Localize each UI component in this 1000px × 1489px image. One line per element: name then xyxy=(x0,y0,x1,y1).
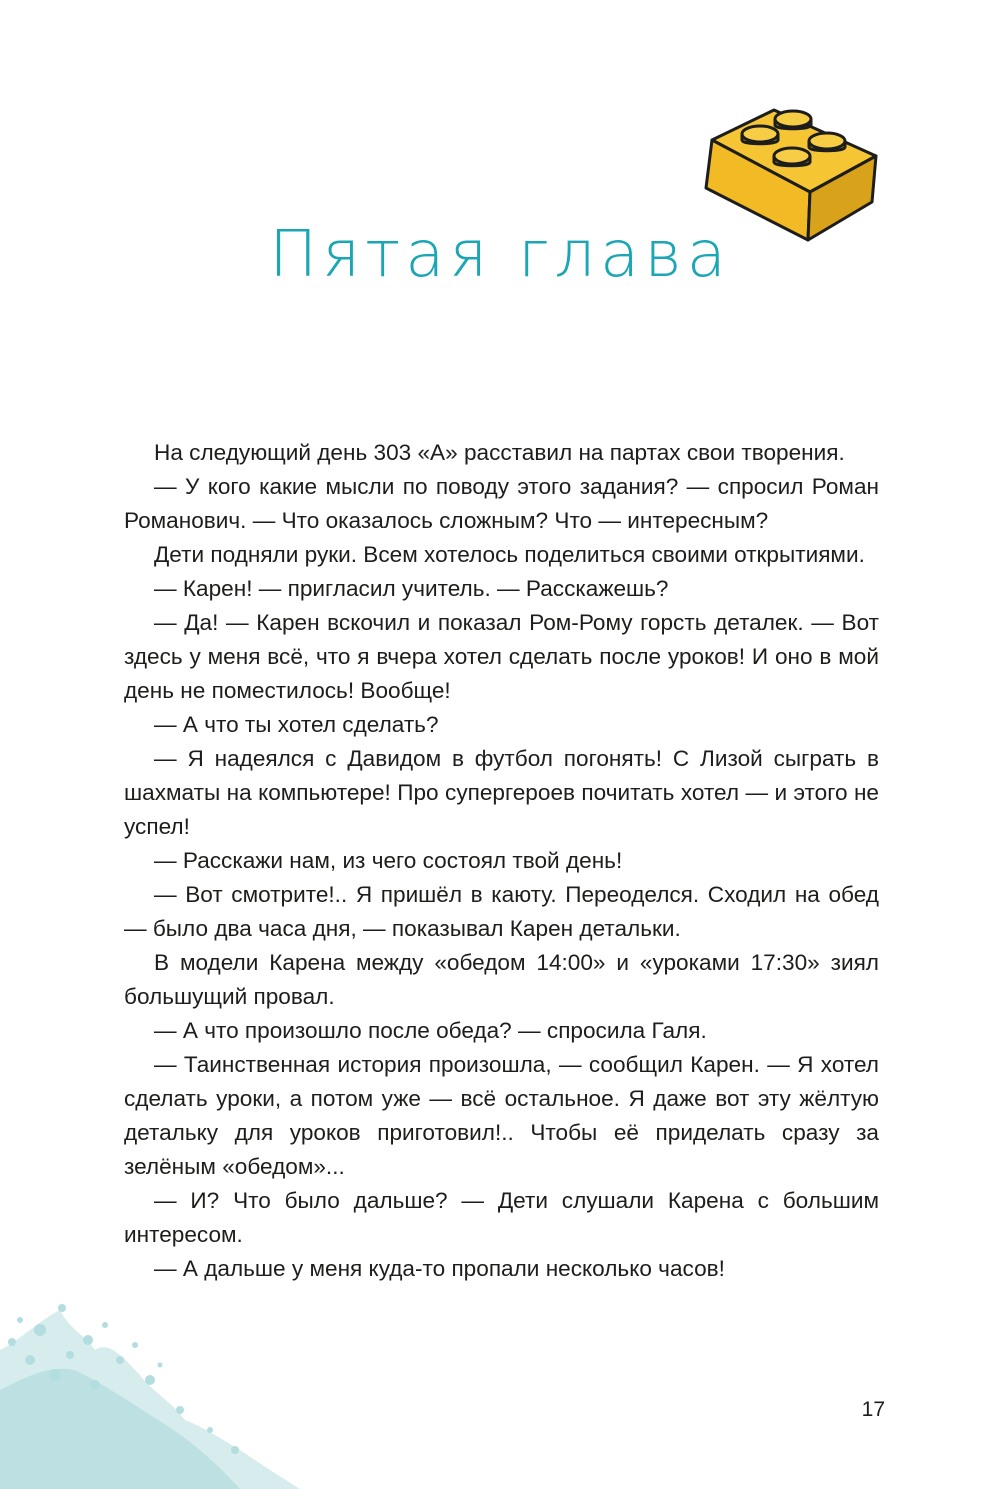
chapter-body xyxy=(124,436,879,1286)
paragraph: В модели Карена между «обедом 14:00» и «уроками 17:30» зиял большущий провал. xyxy=(124,950,879,1009)
paragraph: — Таинственная история произошла, — сообщил Карен. — Я хотел сделать уроки, а потом уже — всё остальное. Я даже вот эту жёлтую детальку для уроков приготовил!.. Чтобы её приделать сразу за зелёным «обедом»... xyxy=(124,1052,879,1179)
paragraph: — Да! — Карен вскочил и показал Ром-Рому горсть деталек. — Вот здесь у меня всё, что я вчера хотел сделать после уроков! И оно в мой день не поместилось! Вообще! xyxy=(124,610,879,703)
paragraph: — Вот смотрите!.. Я пришёл в каюту. Переоделся. Сходил на обед — было два часа дня, — показывал Карен детальки. xyxy=(124,882,879,941)
paragraph: — Карен! — пригласил учитель. — Расскажешь? xyxy=(154,576,669,601)
paragraph: — У кого какие мысли по поводу этого задания? — спросил Роман Романович. — Что оказалось сложным? Что — интересным? xyxy=(124,474,879,533)
paragraph: — А что произошло после обеда? — спросила Галя. xyxy=(154,1018,707,1043)
paragraph: — И? Что было дальше? — Дети слушали Карена с большим интересом. xyxy=(124,1188,879,1247)
paragraph: — Расскажи нам, из чего состоял твой день! xyxy=(154,848,623,873)
chapter-title: Пятая глава xyxy=(269,218,731,292)
paragraph: Дети подняли руки. Всем хотелось поделиться своими открытиями. xyxy=(154,542,865,567)
paragraph: На следующий день 303 «А» расставил на партах свои творения. xyxy=(154,440,845,465)
paragraph: — А что ты хотел сделать? xyxy=(154,712,439,737)
paragraph: — Я надеялся с Давидом в футбол погонять! С Лизой сыграть в шахматы на компьютере! Про супергероев почитать хотел — и этого не успел! xyxy=(124,746,879,839)
page-number: 17 xyxy=(861,1398,885,1421)
paragraph: — А дальше у меня куда-то пропали несколько часов! xyxy=(154,1256,725,1281)
teal-paint-splash xyxy=(0,1280,300,1489)
